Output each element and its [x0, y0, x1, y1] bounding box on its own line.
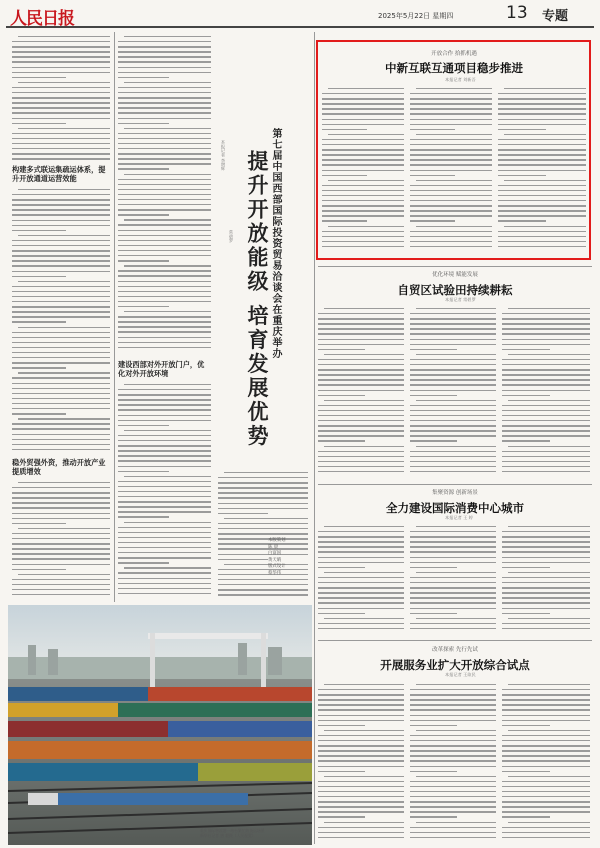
- issue-date: 2025年5月22日 星期四: [378, 12, 454, 20]
- article-kicker: 集聚资源 创新场景: [432, 490, 478, 496]
- photo-caption-text: 重庆国际物流港一站台繁忙的货运场景: [200, 828, 265, 833]
- feature-title: 提升开放能级 培育发展优势: [245, 150, 269, 449]
- section-subhead: 建设西部对外开放门户，优化对外开放环境: [118, 360, 205, 378]
- editor-line: 黄天晴: [268, 557, 282, 563]
- feature-byline: 本报记者 李增辉: [221, 140, 226, 171]
- page-number: 13: [506, 3, 528, 23]
- photo-credit: 新华社记者 唐 毅摄（人民视觉）: [200, 833, 256, 838]
- article-body: [498, 86, 586, 254]
- article-body: [502, 524, 590, 634]
- feature-byline: 常碧罗: [229, 230, 234, 243]
- editor-line: 白富国: [268, 551, 282, 556]
- feature-kicker: 第七届中国西部国际投资贸易洽谈会在重庆举办: [270, 128, 281, 359]
- rail-yard-illustration: [8, 605, 312, 845]
- section-subhead: 稳外贸强外资，推动开放产业提质增效: [12, 458, 106, 476]
- body-text-block: [118, 382, 211, 600]
- body-text-block: [218, 470, 308, 600]
- column-rule: [114, 32, 115, 602]
- article-headline: 全力建设国际消费中心城市: [386, 501, 524, 515]
- article-body: [410, 86, 492, 254]
- body-text-block: [12, 187, 110, 455]
- freight-train: [28, 793, 248, 805]
- article-body: [502, 306, 590, 478]
- body-text-block: [12, 34, 110, 162]
- masthead: [6, 2, 594, 28]
- divider: [318, 266, 592, 267]
- article-body: [502, 682, 590, 842]
- article-byline: 本报记者 王欲民: [445, 672, 476, 677]
- article-kicker: 优化环境 赋能发展: [432, 272, 478, 278]
- article-kicker: 改革探索 先行先试: [432, 647, 478, 653]
- body-text-block: [12, 480, 110, 600]
- body-text-block: [118, 34, 211, 354]
- article-byline: 本报记者 王 婷: [445, 515, 473, 520]
- article-body: [318, 682, 404, 842]
- editor-line: 蔡华伟: [268, 570, 282, 576]
- newspaper-logo: 人民日报: [10, 9, 74, 29]
- article-headline: 自贸区试验田持续耕耘: [397, 283, 513, 297]
- editor-line: 陈 晨: [268, 544, 279, 550]
- article-body: [410, 682, 496, 842]
- divider: [318, 640, 592, 641]
- editor-line: 版式设计: [268, 564, 286, 569]
- article-body: [410, 524, 496, 634]
- article-body: [322, 86, 404, 254]
- rail-yard-photo: [8, 605, 312, 845]
- editors-credit: [268, 538, 308, 577]
- article-headline: 开展服务业扩大开放综合试点: [380, 658, 530, 672]
- article-kicker: 开放合作 拾抓机遇: [431, 51, 477, 57]
- article-body: [318, 524, 404, 634]
- article-body: [410, 306, 496, 478]
- section-name: 专题: [542, 9, 569, 24]
- column-rule: [314, 32, 315, 844]
- photo-caption: [200, 828, 308, 838]
- section-subhead: 构建多式联运集疏运体系，提升开放通道运营效能: [12, 165, 106, 183]
- divider: [318, 484, 592, 485]
- article-byline: 本报记者 常碧罗: [445, 297, 476, 302]
- article-headline: 中新互联互通项目稳步推进: [385, 61, 523, 75]
- editor-line: 本版策划: [268, 538, 286, 543]
- article-byline: 本报记者 刘新吾: [445, 77, 476, 82]
- article-body: [318, 306, 404, 478]
